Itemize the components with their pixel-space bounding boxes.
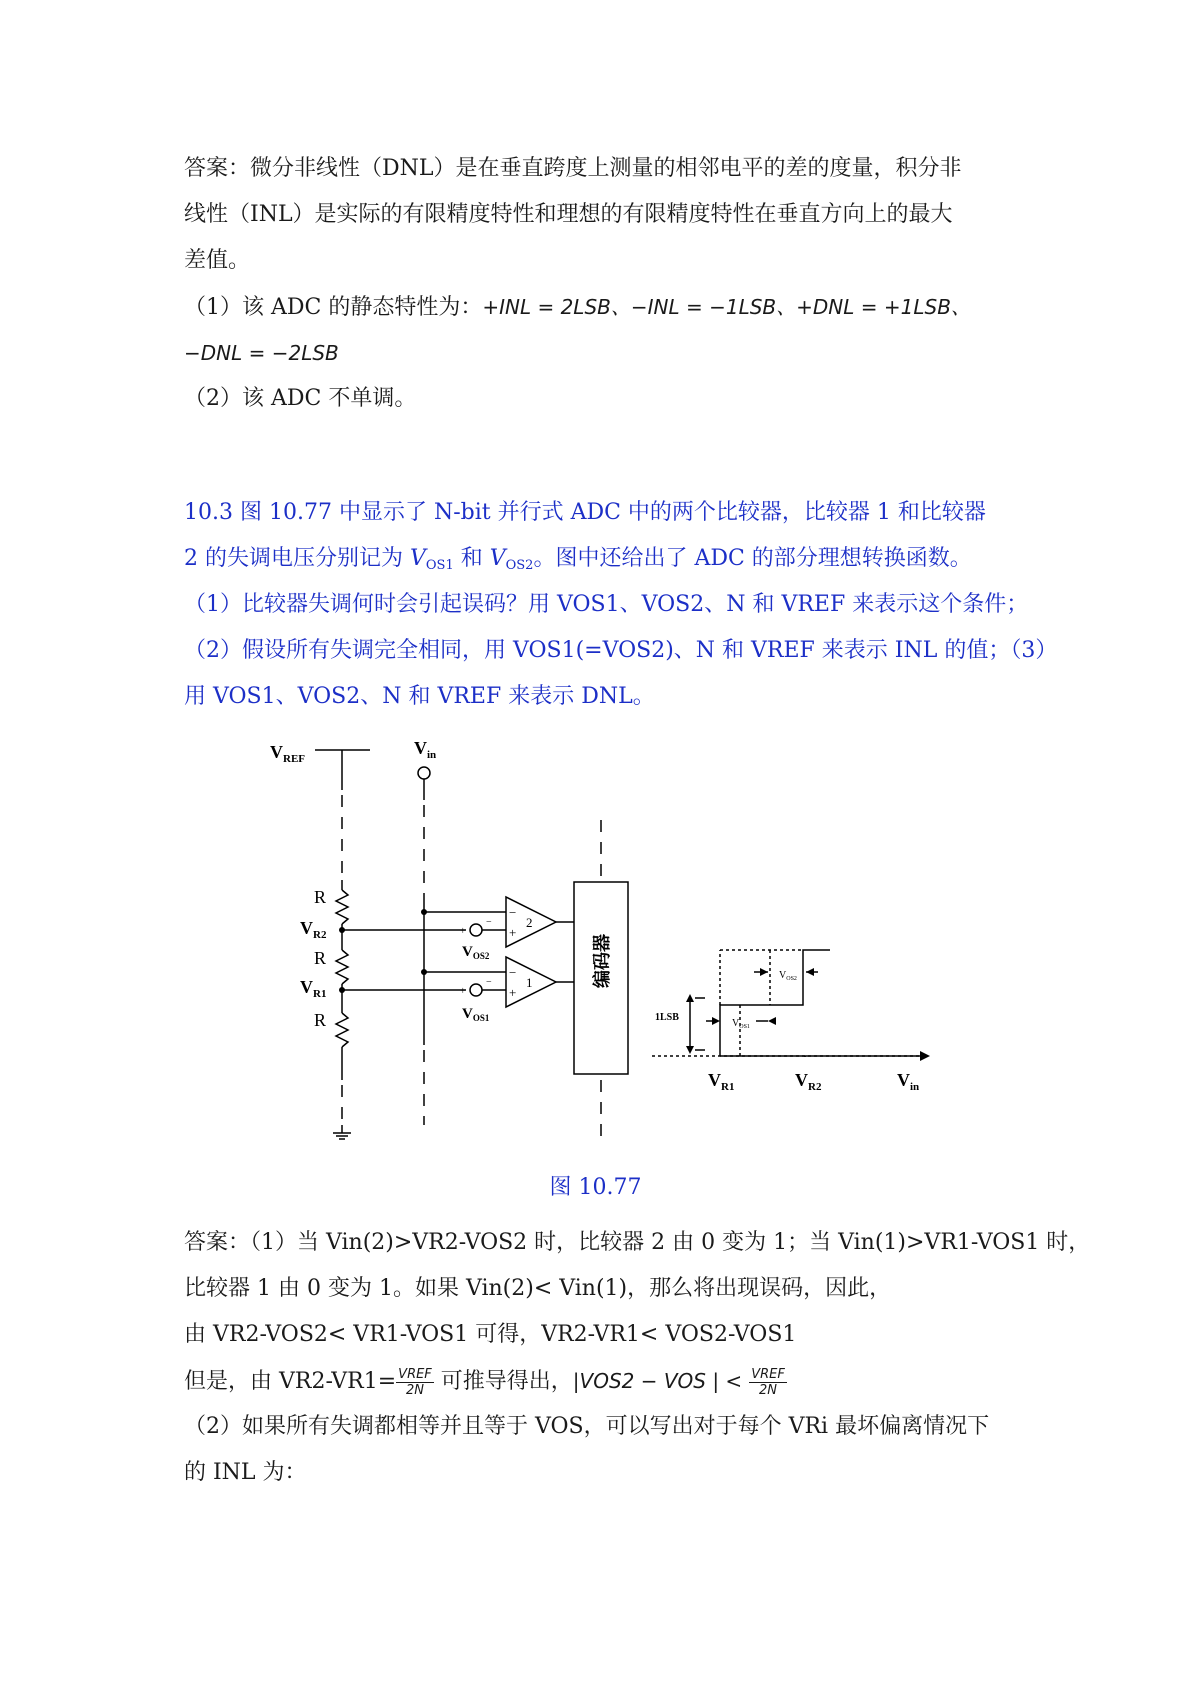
- answer-1-line-3: 差值。: [184, 248, 251, 273]
- static-characteristics-math: +INL = 2LSB、−INL = −1LSB、+DNL = +1LSB、: [482, 295, 971, 319]
- answer-2-line-4-b: 可推导得出，: [433, 1369, 573, 1394]
- vos2-step-label: $V_{OS2}$: [779, 970, 797, 982]
- answer-1-line-2: 线性（INL）是实际的有限精度特性和理想的有限精度特性在垂直方向上的最大: [184, 202, 953, 227]
- vin-axis-label: $V_{in}$: [897, 1070, 920, 1093]
- answer-2-line-1: 答案：（1）当 Vin(2)>VR2-VOS2 时，比较器 2 由 0 变为 1；当 Vin(1)>VR1-VOS1 时，: [184, 1230, 1091, 1255]
- q2-rest: 。图中还给出了 ADC 的部分理想转换函数。: [533, 546, 972, 571]
- vr1-axis-label: $V_{R1}$: [708, 1070, 735, 1093]
- vr1-label: $V_{R1}$: [300, 977, 327, 1000]
- vos2-src-minus: −: [486, 917, 492, 928]
- encoder-label: 编码器: [592, 934, 612, 988]
- comparator-2-label: 2: [526, 915, 533, 930]
- vref-over-2n-fraction-2: [749, 1367, 787, 1398]
- answer-1-line-1: 答案：微分非线性（DNL）是在垂直跨度上测量的相邻电平的差的度量，积分非: [184, 156, 962, 181]
- vos1-step-label: $V_{OS1}$: [732, 1018, 750, 1030]
- fraction-numerator-2: VREF: [751, 1366, 785, 1382]
- question-line-3: （1）比较器失调何时会引起误码？用 VOS1、VOS2、N 和 VREF 来表示这个条件；: [184, 592, 1029, 617]
- q2-os1: OS1: [425, 558, 454, 573]
- lsb-label: 1LSB: [655, 1012, 679, 1023]
- question-line-5: 用 VOS1、VOS2、N 和 VREF 来表示 DNL。: [184, 684, 655, 709]
- comparator-1-label: 1: [526, 975, 533, 990]
- answer-2-line-4-a: 但是，由 VR2-VR1=: [184, 1369, 397, 1394]
- answer-2-line-6: 的 INL 为：: [184, 1460, 307, 1485]
- fraction-denominator: 2N: [405, 1382, 424, 1398]
- vref-label: $V_{REF}$: [270, 742, 305, 765]
- answer-2-block: [184, 1220, 1091, 1496]
- vr2-label: $V_{R2}$: [300, 918, 327, 941]
- answer-2-line-4: [184, 1358, 1020, 1404]
- comp2-plus: +: [509, 925, 517, 940]
- answer-1-line-5-math: −DNL = −2LSB: [184, 341, 339, 365]
- vr2-axis-label: $V_{R2}$: [795, 1070, 822, 1093]
- q2-v2: V: [489, 546, 506, 571]
- answer-2-line-2: 比较器 1 由 0 变为 1。如果 Vin(2)< Vin(1)，那么将出现误码，因此，: [184, 1276, 892, 1301]
- q2-v1: V: [409, 546, 426, 571]
- answer-2-line-3: 由 VR2-VOS2< VR1-VOS1 可得，VR2-VR1< VOS2-VOS1: [184, 1322, 797, 1347]
- vos2-src-plus: +: [460, 926, 466, 937]
- question-line-1: 10.3 图 10.77 中显示了 N-bit 并行式 ADC 中的两个比较器，比较器 1 和比较器: [184, 500, 986, 525]
- answer-2-line-5: （2）如果所有失调都相等并且等于 VOS，可以写出对于每个 VRi 最坏偏离情况下: [184, 1414, 990, 1439]
- answer-1-line-4-text: （1）该 ADC 的静态特性为：: [184, 295, 483, 320]
- q2-and: 和: [453, 546, 490, 571]
- question-line-4: （2）假设所有失调完全相同，用 VOS1(=VOS2)、N 和 VREF 来表示 INL 的值；（3）: [184, 638, 1058, 663]
- vos1-label: $V_{OS1}$: [462, 1006, 490, 1023]
- fraction-denominator-2: 2N: [759, 1382, 777, 1398]
- q2-os2: OS2: [505, 558, 534, 573]
- offset-inequality-math: |VOS2 − VOS | <: [572, 1369, 743, 1393]
- fraction-numerator: VREF: [398, 1366, 432, 1382]
- resistor-label-top: R: [314, 887, 327, 907]
- comp1-plus: +: [509, 985, 517, 1000]
- answer-1-line-6: （2）该 ADC 不单调。: [184, 386, 417, 411]
- vref-over-2n-fraction: [396, 1367, 434, 1398]
- q2-a: 2 的失调电压分别记为: [184, 546, 410, 571]
- resistor-label-bottom: R: [314, 1010, 327, 1030]
- vos1-src-minus: −: [486, 977, 492, 988]
- resistor-label-middle: R: [314, 948, 327, 968]
- vos2-label: $V_{OS2}$: [462, 944, 490, 961]
- vos1-src-plus: +: [460, 986, 466, 997]
- figure-caption: 图 10.77: [549, 1175, 642, 1200]
- vin-label: $V_{in}$: [414, 738, 437, 761]
- comp1-minus: −: [509, 965, 517, 980]
- comp2-minus: −: [509, 905, 517, 920]
